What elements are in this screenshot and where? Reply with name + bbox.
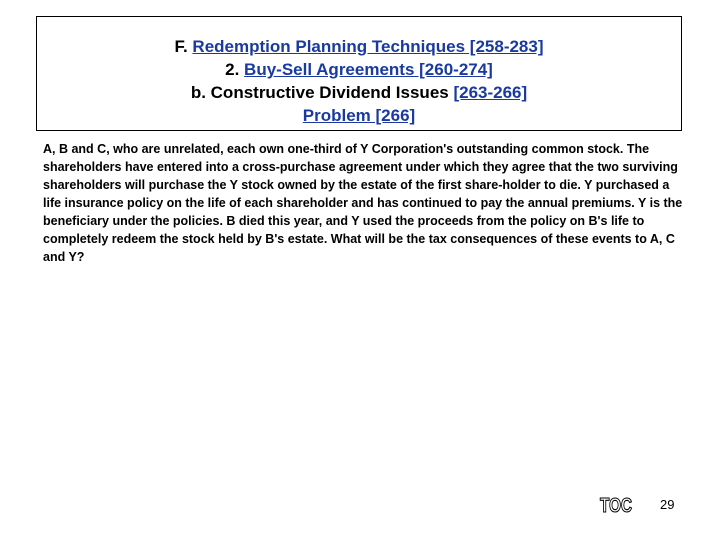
heading-line-2 bbox=[37, 58, 681, 81]
heading-line-1-prefix: F. bbox=[174, 37, 193, 56]
heading-line-4 bbox=[37, 104, 681, 127]
toc-button[interactable] bbox=[598, 488, 634, 518]
heading-line-3 bbox=[37, 81, 681, 104]
buy-sell-agreements-link[interactable]: Buy-Sell Agreements [260-274] bbox=[244, 60, 493, 79]
slide-title-box bbox=[36, 16, 682, 131]
toc-label[interactable]: TOC bbox=[600, 495, 632, 517]
problem-link[interactable]: Problem [266] bbox=[302, 106, 416, 125]
redemption-planning-link[interactable]: Redemption Planning Techniques [258-283] bbox=[192, 37, 544, 56]
constructive-dividend-pages-link[interactable]: [263-266] bbox=[453, 83, 528, 102]
heading-line-1 bbox=[37, 35, 681, 58]
heading-line-3-prefix: b. Constructive Dividend Issues bbox=[190, 83, 454, 102]
problem-text: A, B and C, who are unrelated, each own one-third of Y Corporation's outstanding common stock. The shareholders have entered into a cross-purchase agreement under which they agree that the two surviving shareholders will purchase the Y stock owned by the estate of the first share-holder to die. Y purchased a life insurance policy on the life of each shareholder and has continued to pay the annual premiums. Y is the beneficiary under the policies. B died this year, and Y used the proceeds from the policy on B's life to completely redeem the stock held by B's estate. What will be the tax consequences of these events to A, C and Y? bbox=[43, 142, 683, 264]
page-number: 29 bbox=[660, 497, 675, 512]
heading-line-2-prefix: 2. bbox=[225, 60, 245, 79]
